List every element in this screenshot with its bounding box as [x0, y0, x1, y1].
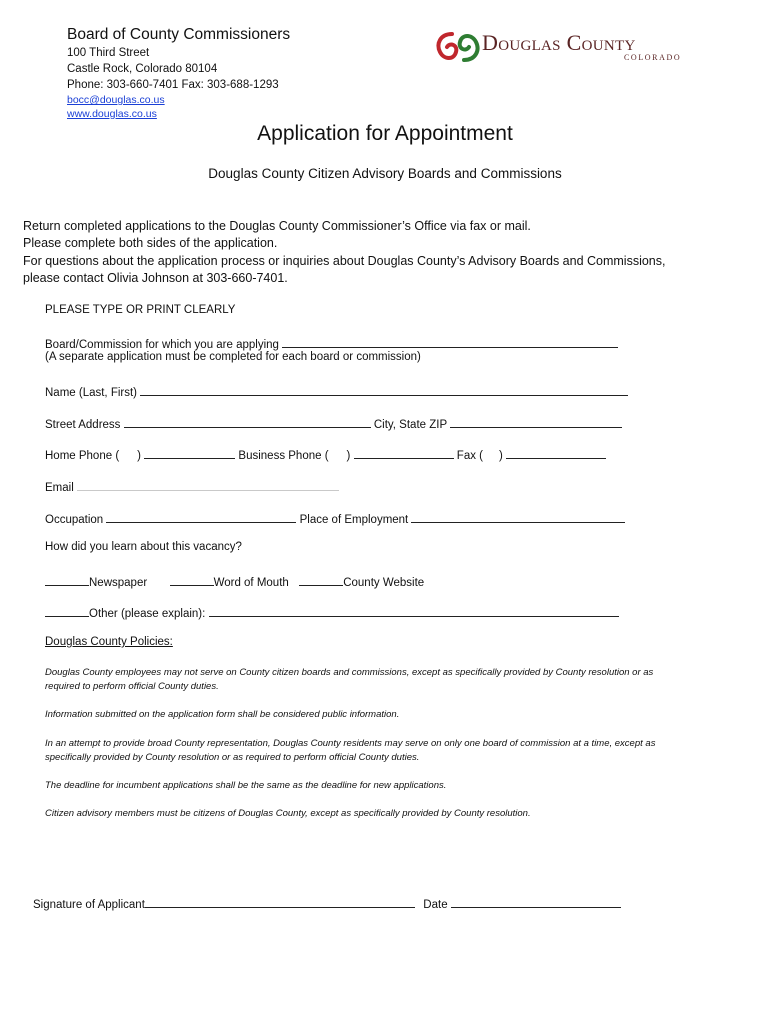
newspaper-check-line[interactable]	[45, 573, 89, 586]
logo-subtitle: COLORADO	[624, 53, 682, 62]
business-phone-label: Business Phone (	[238, 450, 329, 462]
website-link[interactable]: www.douglas.co.us	[67, 108, 157, 120]
email-field-row	[45, 478, 339, 494]
home-phone-paren: )	[137, 450, 141, 462]
policy-item-4: The deadline for incumbent applications shall be the same as the deadline for new applications.	[45, 780, 447, 791]
signature-row	[33, 895, 621, 911]
board-note: (A separate application must be completed for each board or commission)	[45, 351, 421, 363]
fax-label: Fax (	[456, 450, 483, 462]
employment-input-line[interactable]	[411, 510, 625, 523]
fax-input-line[interactable]	[506, 446, 606, 459]
douglas-county-logo	[434, 30, 694, 66]
street-label: Street Address	[45, 419, 121, 431]
logo-swirl-icon	[434, 30, 480, 64]
intro-line-1: Return completed applications to the Douglas County Commissioner’s Office via fax or mail.	[23, 219, 531, 233]
other-check-line[interactable]	[45, 604, 89, 617]
other-explain-input-line[interactable]	[209, 604, 619, 617]
website-option: County Website	[343, 577, 425, 589]
signature-input-line[interactable]	[145, 895, 415, 908]
address-field-row	[45, 415, 622, 431]
business-phone-paren: )	[346, 450, 351, 462]
other-option-row	[45, 604, 619, 620]
address-city: Castle Rock, Colorado 80104	[67, 63, 218, 75]
vacancy-question: How did you learn about this vacancy?	[45, 541, 242, 553]
address-street: 100 Third Street	[67, 47, 150, 59]
policy-item-3: In an attempt to provide broad County representation, Douglas County residents may serve on only one board of commission at a time, except as specifically provided by County resolution or as required to perform official County duties.	[45, 738, 656, 763]
occupation-field-row	[45, 510, 625, 526]
date-input-line[interactable]	[451, 895, 621, 908]
city-label: City, State ZIP	[373, 419, 447, 431]
email-link[interactable]: bocc@douglas.co.us	[67, 94, 165, 106]
page-title: Application for Appointment	[257, 122, 513, 145]
policy-item-5: Citizen advisory members must be citizens of Douglas County, except as specifically provided by County resolution.	[45, 808, 531, 819]
page-subtitle: Douglas County Citizen Advisory Boards and Commissions	[208, 166, 562, 181]
email-line	[67, 94, 165, 106]
street-input-line[interactable]	[124, 415, 371, 428]
city-input-line[interactable]	[450, 415, 622, 428]
name-field-row	[45, 383, 628, 399]
home-phone-input-line[interactable]	[144, 446, 235, 459]
vacancy-options-row	[45, 573, 424, 589]
occupation-input-line[interactable]	[106, 510, 296, 523]
board-field-row	[45, 335, 618, 351]
phone-fax: Phone: 303-660-7401 Fax: 303-688-1293	[67, 79, 279, 91]
email-input-line[interactable]	[77, 478, 339, 491]
business-phone-input-line[interactable]	[354, 446, 454, 459]
word-of-mouth-option: Word of Mouth	[213, 577, 289, 589]
email-label: Email	[45, 482, 74, 494]
board-label: Board/Commission for which you are applying	[45, 339, 279, 351]
occupation-label: Occupation	[45, 514, 104, 526]
intro-line-3: For questions about the application process or inquiries about Douglas County’s Advisory Boards and Commissions,	[23, 254, 666, 268]
fax-paren: )	[499, 450, 503, 462]
website-line	[67, 108, 157, 120]
board-input-line[interactable]	[282, 335, 618, 348]
intro-line-2: Please complete both sides of the application.	[23, 236, 278, 250]
date-label: Date	[423, 899, 448, 911]
policy-item-2: Information submitted on the application form shall be considered public information.	[45, 709, 400, 720]
name-input-line[interactable]	[140, 383, 628, 396]
home-phone-label: Home Phone (	[45, 450, 120, 462]
policy-item-1: Douglas County employees may not serve on County citizen boards and commissions, except as specifically provided by County resolution or as required to perform official County duties.	[45, 667, 654, 692]
print-instruction: PLEASE TYPE OR PRINT CLEARLY	[45, 304, 236, 316]
policies-heading: Douglas County Policies:	[45, 636, 173, 648]
other-option: Other (please explain):	[89, 608, 206, 620]
intro-line-4: please contact Olivia Johnson at 303-660-7401.	[23, 271, 288, 285]
newspaper-option: Newspaper	[89, 577, 148, 589]
signature-label: Signature of Applicant	[33, 899, 145, 911]
org-name: Board of County Commissioners	[67, 26, 291, 43]
word-of-mouth-check-line[interactable]	[170, 573, 214, 586]
name-label: Name (Last, First)	[45, 387, 138, 399]
employment-label: Place of Employment	[299, 514, 409, 526]
phone-field-row	[45, 446, 606, 462]
website-check-line[interactable]	[299, 573, 343, 586]
logo-name: Douglas County	[482, 30, 636, 55]
